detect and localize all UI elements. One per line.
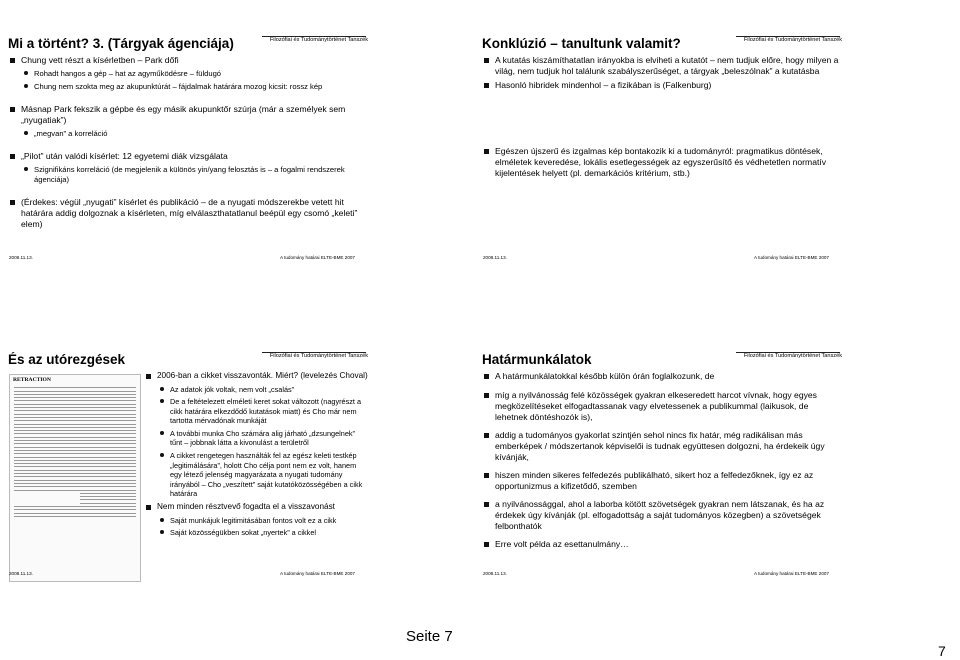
page-number: 7 (938, 643, 946, 659)
bullet: Nem minden résztvevő fogadta el a visszavonást (144, 502, 369, 513)
footer-date: 2008.11.13. (483, 255, 507, 260)
sub-bullet: De a feltételezett elméleti keret sokat változott (nagyrészt a cikk határára elkezdődő kutatások miatt) és Cho már nem tartotta mérvadónak munkáját (144, 397, 369, 426)
institution-caption: Filozófiai és Tudománytörténet Tanszék (269, 37, 368, 43)
bullet: 2006-ban a cikket visszavonták. Miért? (levelezés Choval) (144, 371, 369, 382)
page-label: Seite 7 (406, 628, 453, 645)
bullet: „Pilot” után valódi kísérlet: 12 egyetemi diák vizsgálata (8, 151, 368, 162)
bullet: (Érdekes: végül „nyugati” kísérlet és publikáció – de a nyugati módszerekbe vetett hit határára addig dolgoznak a kísérleten, míg elválaszthatatlanul beépül egy csomó „keleti” elem) (8, 197, 368, 230)
bullet: Erre volt példa az esettanulmány… (482, 539, 842, 550)
sub-bullet: A további munka Cho számára alig járható „dzsungelnek” tűnt – jobbnak látta a kivonulást a területről (144, 429, 369, 448)
slide-2 (480, 36, 846, 266)
sub-bullet: Az adatok jók voltak, nem volt „csalás” (144, 385, 369, 395)
bullet: míg a nyilvánosság felé közösségek gyakran elkeseredett harcot vívnak, hogy egyes megközelítéseket elfogadtassanak vagy elvetessenek a publikummal (laikusok, de lehetnek döntéshozók is), (482, 390, 842, 423)
bullet: A kutatás kiszámíthatatlan irányokba is elviheti a kutatót – nem tudjuk előre, hogy milyen a világ, nem tudjuk hol találunk szabályszerűséget, a tárgyak „beleszólnak” a kutatásba (482, 55, 842, 77)
sub-bullet: Szignifikáns korreláció (de megjelenik a különös yin/yang felosztás is – a fogalmi rendszerek ágenciája) (8, 165, 368, 185)
slide-content (482, 371, 842, 553)
retraction-notice-image (9, 374, 141, 582)
sub-bullet: A cikket rengetegen használták fel az egész keleti testkép „legitimálására”, holott Cho célja pont nem ez volt, hanem egy létező jelenség magyarázata a nyugati tudomány irányából – Cho „veszített” saját kutatóközösségében a cikk határára (144, 451, 369, 499)
institution-caption: Filozófiai és Tudománytörténet Tanszék (743, 37, 842, 43)
bullet: Hasonló hibridek mindenhol – a fizikában is (Falkenburg) (482, 80, 842, 91)
sub-bullet: „megvan” a korreláció (8, 129, 368, 139)
bullet: hiszen minden sikeres felfedezés publikálható, sikert hoz a felfedezőknek, így ez az opportunizmus a kifizetődő, szemben (482, 470, 842, 492)
sub-bullet: Saját közösségükben sokat „nyertek” a cikkel (144, 528, 369, 538)
retraction-heading: RETRACTION (13, 377, 51, 383)
slide-title: Konklúzió – tanultunk valamit? (482, 36, 681, 51)
slide-content (144, 371, 369, 541)
slide-title: Mi a történt? 3. (Tárgyak ágenciája) (8, 36, 234, 51)
bullet: Chung vett részt a kísérletben – Park dőfi (8, 55, 368, 66)
footer-date: 2008.11.13. (483, 571, 507, 576)
slide-content (482, 55, 842, 182)
bullet: addig a tudományos gyakorlat szintjén sehol nincs fix határ, még radikálisan más emberképek / módszertanok képviselői is tudnak együttesen dolgozni, ha érdekeik úgy kívánják, (482, 430, 842, 463)
slide-3 (6, 352, 372, 582)
sub-bullet: Saját munkájuk legitimitásában fontos volt ez a cikk (144, 516, 369, 526)
slide-footer (480, 254, 846, 262)
sub-bullet: Rohadt hangos a gép – hat az agyműködésre – füldugó (8, 69, 368, 79)
slide-title: És az utórezgések (8, 352, 126, 367)
bullet: a nyilvánossággal, ahol a laborba kötött szövetségek gyakran nem látszanak, és ha az érdekek úgy kívánják (pl. elfogadottság a saját tudományos közegben) a szövetségek felbonthatók (482, 499, 842, 532)
slide-4 (480, 352, 846, 582)
slide-1 (6, 36, 372, 266)
institution-caption: Filozófiai és Tudománytörténet Tanszék (743, 353, 842, 359)
sub-bullet: Chung nem szokta meg az akupunktúrát – fájdalmak határára mozog kicsit: rossz kép (8, 82, 368, 92)
institution-caption: Filozófiai és Tudománytörténet Tanszék (269, 353, 368, 359)
footer-date: 2008.11.13. (9, 571, 33, 576)
footer-date: 2008.11.13. (9, 255, 33, 260)
bullet: Egészen újszerű és izgalmas kép bontakozik ki a tudományról: pragmatikus döntések, elméletek keveredése, lokális esetlegességek az egyszerűsítő és védhetetlen normatív kijelentések helyett (pl. demarkációs kritérium, stb.) (482, 146, 842, 179)
slide-title: Határmunkálatok (482, 352, 592, 367)
footer-course: A tudomány határai ELTE-BME 2007 (280, 571, 355, 576)
footer-course: A tudomány határai ELTE-BME 2007 (280, 255, 355, 260)
bullet: A határmunkálatokkal később külön órán foglalkozunk, de (482, 371, 842, 382)
slide-footer (480, 570, 846, 578)
slide-content (8, 55, 368, 233)
footer-course: A tudomány határai ELTE-BME 2007 (754, 571, 829, 576)
bullet: Másnap Park fekszik a gépbe és egy másik akupunktőr szúrja (már a személyek sem „nyugatiak”) (8, 104, 368, 126)
slide-footer (6, 254, 372, 262)
footer-course: A tudomány határai ELTE-BME 2007 (754, 255, 829, 260)
slide-footer (6, 570, 372, 578)
